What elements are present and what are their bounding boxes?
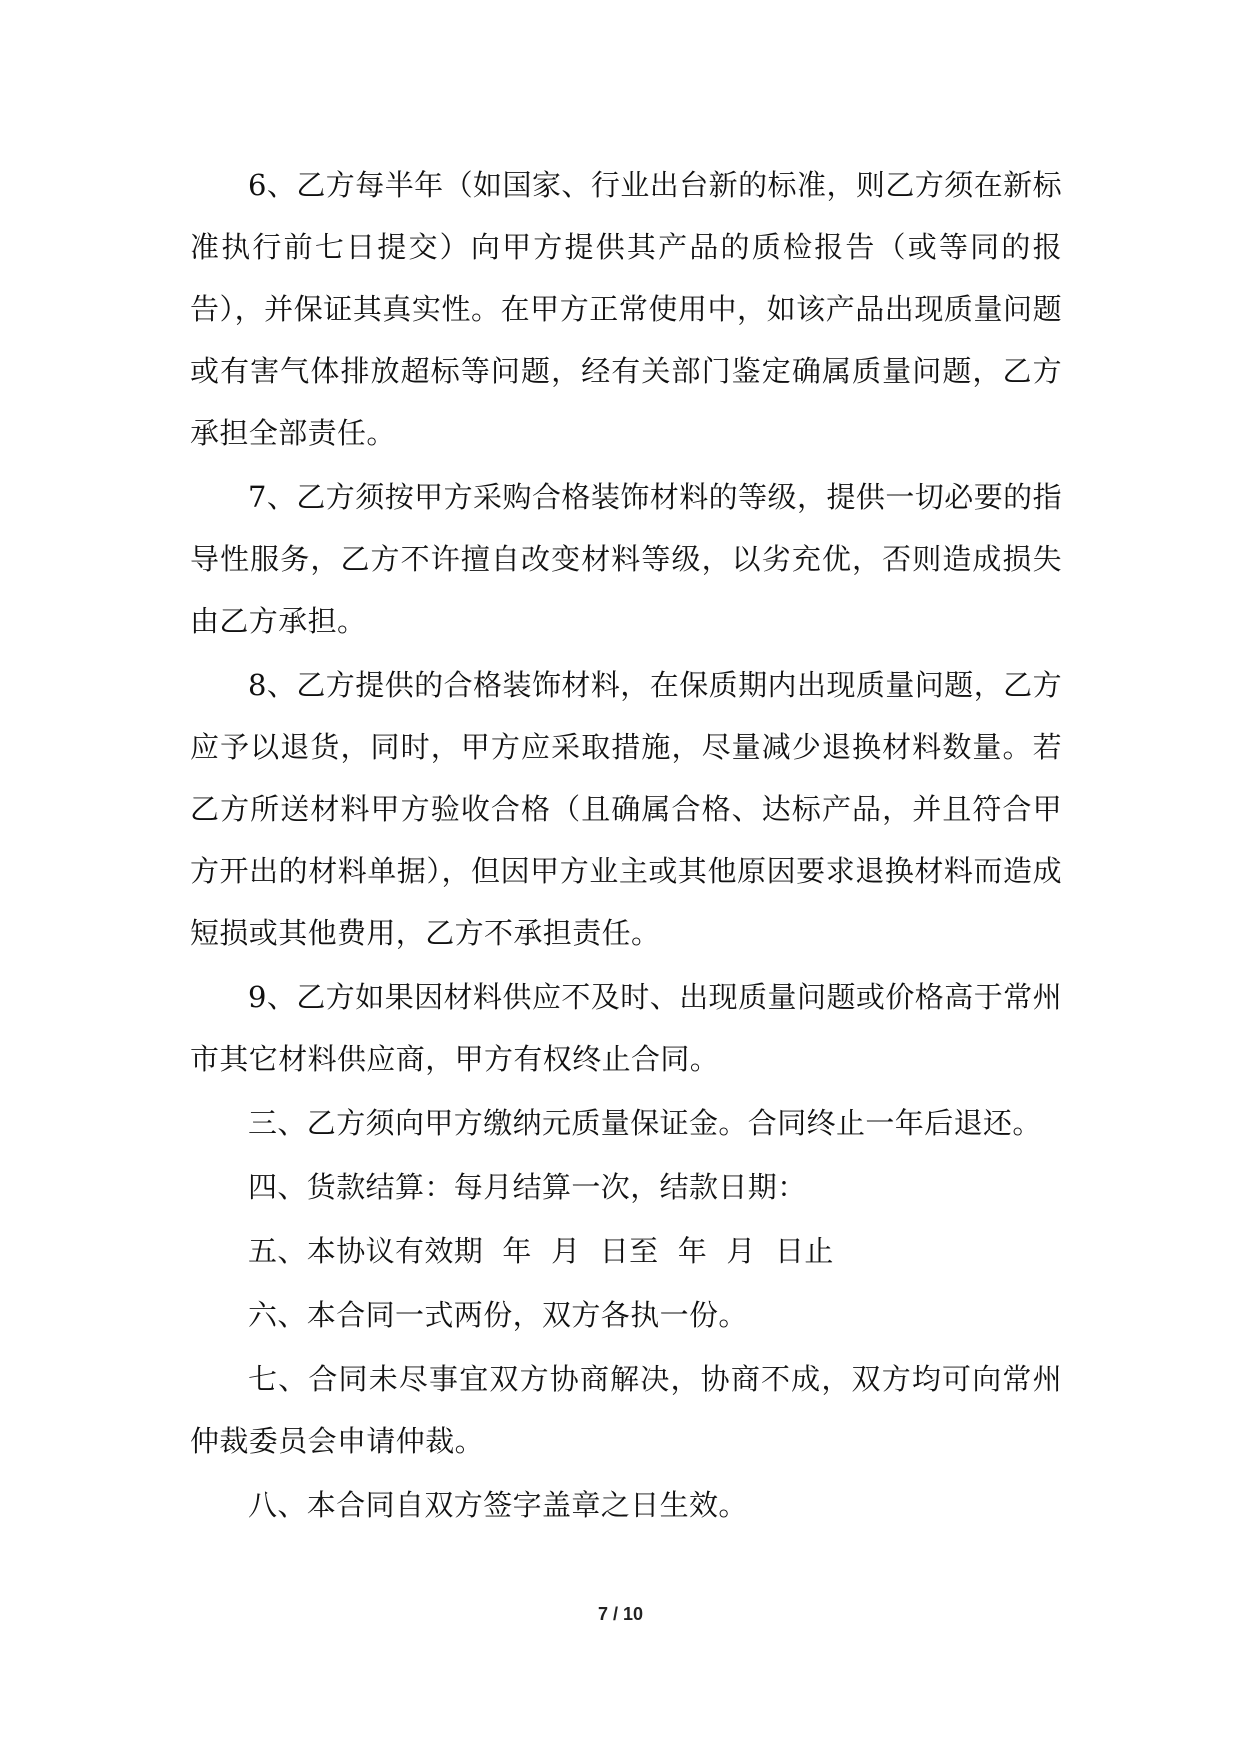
section-8-effective-paragraph: 八、本合同自双方签字盖章之日生效。 bbox=[248, 1488, 748, 1522]
document-body bbox=[190, 154, 1062, 1536]
clause-8-paragraph: 8、乙方提供的合格装饰材料，在保质期内出现质量问题，乙方应予以退货，同时，甲方应采取措施，尽量减少退换材料数量。若乙方所送材料甲方验收合格（且确属合格、达标产品，并且符合甲方开出的材料单据），但因甲方业主或其他原因要求退换材料而造成短损或其他费用，乙方不承担责任。 bbox=[190, 668, 1062, 950]
section-4-settlement-paragraph: 四、货款结算：每月结算一次，结款日期： bbox=[248, 1170, 807, 1204]
section-7-arbitration-paragraph: 七、合同未尽事宜双方协商解决，协商不成，双方均可向常州仲裁委员会申请仲裁。 bbox=[190, 1362, 1062, 1458]
section-6-copies-paragraph: 六、本合同一式两份，双方各执一份。 bbox=[248, 1298, 748, 1332]
section-5-validity-paragraph: 五、本协议有效期 年 月 日至 年 月 日止 bbox=[248, 1234, 834, 1268]
clause-6-paragraph: 6、乙方每半年（如国家、行业出台新的标准，则乙方须在新标准执行前七日提交）向甲方提供其产品的质检报告（或等同的报告），并保证其真实性。在甲方正常使用中，如该产品出现质量问题或有害气体排放超标等问题，经有关部门鉴定确属质量问题，乙方承担全部责任。 bbox=[190, 168, 1062, 450]
clause-9-paragraph: 9、乙方如果因材料供应不及时、出现质量问题或价格高于常州市其它材料供应商，甲方有权终止合同。 bbox=[190, 980, 1062, 1076]
clause-7-paragraph: 7、乙方须按甲方采购合格装饰材料的等级，提供一切必要的指导性服务，乙方不许擅自改变材料等级，以劣充优，否则造成损失由乙方承担。 bbox=[190, 480, 1062, 638]
section-3-deposit-paragraph: 三、乙方须向甲方缴纳元质量保证金。合同终止一年后退还。 bbox=[248, 1106, 1042, 1140]
page-number: 7 / 10 bbox=[597, 1604, 644, 1624]
